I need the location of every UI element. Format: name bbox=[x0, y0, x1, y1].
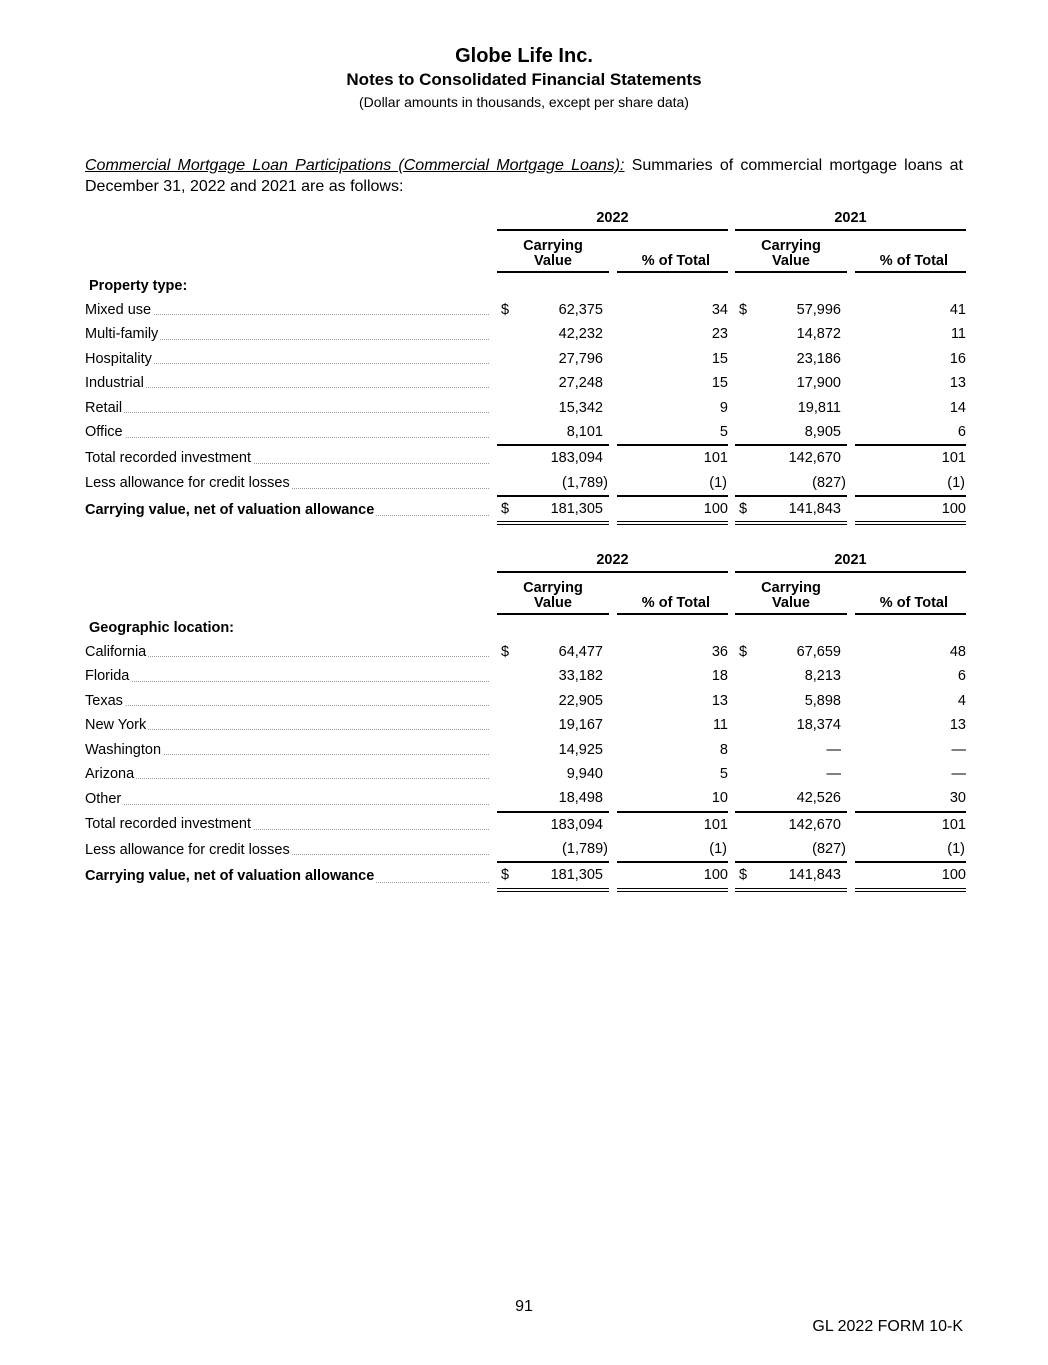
year-2022-header: 2022 bbox=[497, 206, 728, 230]
pct-total-header: % of Total bbox=[617, 572, 728, 614]
carrying-value-cell bbox=[735, 762, 847, 786]
percent-of-total: (1) bbox=[855, 471, 966, 496]
row-label: Retail bbox=[85, 395, 493, 419]
carrying-value-cell bbox=[735, 737, 847, 761]
carrying-value-cell bbox=[497, 471, 609, 496]
carrying-value-cell bbox=[735, 420, 847, 445]
carrying-value-cell bbox=[497, 862, 609, 889]
percent-of-total: 11 bbox=[950, 326, 966, 343]
percent-of-total: 10 bbox=[617, 786, 728, 811]
carrying-value: 62,375 bbox=[558, 301, 603, 318]
currency-symbol: $ bbox=[739, 501, 748, 518]
carrying-value: 27,248 bbox=[558, 375, 603, 392]
percent-of-total: 101 bbox=[703, 816, 728, 833]
table-row bbox=[85, 737, 966, 761]
net-row bbox=[85, 496, 966, 523]
carrying-value-cell bbox=[497, 837, 609, 862]
carrying-value-cell bbox=[497, 762, 609, 786]
percent-of-total: 36 bbox=[711, 643, 728, 660]
row-label: Total recorded investment bbox=[85, 812, 493, 837]
carrying-value-cell bbox=[735, 347, 847, 371]
currency-symbol: $ bbox=[739, 301, 748, 318]
currency-symbol: $ bbox=[739, 867, 748, 884]
form-label: GL 2022 FORM 10-K bbox=[812, 1318, 963, 1335]
carrying-value: 141,843 bbox=[788, 501, 841, 518]
geographic-location-table bbox=[85, 548, 966, 892]
carrying-value: (827) bbox=[812, 474, 846, 491]
percent-of-total: 23 bbox=[711, 326, 728, 343]
carrying-value-cell bbox=[497, 298, 609, 322]
row-label: Office bbox=[85, 420, 493, 445]
carrying-value-cell bbox=[497, 496, 609, 523]
percent-of-total: 101 bbox=[941, 816, 966, 833]
carrying-value: — bbox=[826, 765, 841, 782]
percent-of-total: 5 bbox=[719, 765, 728, 782]
carrying-value-cell bbox=[735, 689, 847, 713]
carrying-value-cell bbox=[497, 420, 609, 445]
carrying-value: 183,094 bbox=[550, 816, 603, 833]
percent-of-total: 6 bbox=[957, 668, 966, 685]
currency-symbol: $ bbox=[501, 301, 510, 318]
percent-of-total: 9 bbox=[719, 399, 728, 416]
carrying-value-header: Carrying Value bbox=[497, 230, 609, 272]
row-label: Arizona bbox=[85, 762, 493, 786]
table-row bbox=[85, 395, 966, 419]
year-header-row bbox=[85, 548, 966, 572]
carrying-value: 27,796 bbox=[558, 350, 603, 367]
carrying-value-cell bbox=[497, 322, 609, 346]
carrying-value: (827) bbox=[812, 841, 846, 858]
carrying-value-cell bbox=[735, 862, 847, 889]
row-label: Carrying value, net of valuation allowance bbox=[85, 496, 493, 523]
allowance-row bbox=[85, 837, 966, 862]
carrying-value-cell bbox=[497, 664, 609, 688]
intro-paragraph bbox=[85, 155, 963, 197]
carrying-value: 42,232 bbox=[558, 326, 603, 343]
row-label: Other bbox=[85, 786, 493, 811]
percent-of-total: 11 bbox=[712, 717, 728, 734]
percent-of-total: 101 bbox=[703, 450, 728, 467]
percent-of-total: (1) bbox=[617, 837, 728, 862]
section-label: Property type: bbox=[89, 277, 188, 294]
carrying-value: 18,498 bbox=[558, 790, 603, 807]
year-header-row bbox=[85, 206, 966, 230]
percent-of-total: 41 bbox=[949, 301, 966, 318]
carrying-value: (1,789) bbox=[562, 474, 608, 491]
carrying-value: 14,925 bbox=[558, 741, 603, 758]
total-row bbox=[85, 445, 966, 470]
allowance-row bbox=[85, 471, 966, 496]
company-name: Globe Life Inc. bbox=[455, 45, 593, 67]
carrying-value: 183,094 bbox=[550, 450, 603, 467]
table-row bbox=[85, 347, 966, 371]
page-subtitle: (Dollar amounts in thousands, except per share data) bbox=[359, 94, 689, 110]
carrying-value: 8,213 bbox=[804, 668, 841, 685]
percent-of-total: 48 bbox=[949, 643, 966, 660]
column-header-row bbox=[85, 572, 966, 614]
row-label: Mixed use bbox=[85, 298, 493, 322]
carrying-value: 17,900 bbox=[796, 375, 841, 392]
row-label: Washington bbox=[85, 737, 493, 761]
carrying-value: 42,526 bbox=[796, 790, 841, 807]
carrying-value: 19,167 bbox=[558, 717, 603, 734]
percent-of-total: 13 bbox=[711, 692, 728, 709]
section-header-row bbox=[85, 614, 966, 639]
year-2021-header: 2021 bbox=[735, 206, 966, 230]
percent-of-total: 100 bbox=[855, 496, 966, 523]
row-label: Multi-family bbox=[85, 322, 493, 346]
row-label: Texas bbox=[85, 689, 493, 713]
row-label: Industrial bbox=[85, 371, 493, 395]
carrying-value: — bbox=[826, 741, 841, 758]
percent-of-total: 30 bbox=[855, 786, 966, 811]
carrying-value-header: Carrying Value bbox=[497, 572, 609, 614]
table-row bbox=[85, 786, 966, 811]
carrying-value-cell bbox=[735, 322, 847, 346]
row-label: Total recorded investment bbox=[85, 445, 493, 470]
table-row bbox=[85, 298, 966, 322]
carrying-value-cell bbox=[735, 395, 847, 419]
carrying-value-cell bbox=[497, 786, 609, 811]
percent-of-total: — bbox=[951, 741, 966, 758]
carrying-value-cell bbox=[497, 689, 609, 713]
carrying-value-cell bbox=[735, 298, 847, 322]
carrying-value-cell bbox=[735, 371, 847, 395]
carrying-value-cell bbox=[735, 445, 847, 470]
property-type-table bbox=[85, 206, 966, 525]
carrying-value-cell bbox=[735, 837, 847, 862]
carrying-value: 142,670 bbox=[788, 816, 841, 833]
total-row bbox=[85, 812, 966, 837]
row-label: Carrying value, net of valuation allowance bbox=[85, 862, 493, 889]
percent-of-total: 5 bbox=[617, 420, 728, 445]
percent-of-total: — bbox=[951, 765, 966, 782]
carrying-value: 8,905 bbox=[804, 423, 841, 440]
page-number: 91 bbox=[515, 1298, 533, 1315]
carrying-value-cell bbox=[497, 640, 609, 664]
carrying-value-cell bbox=[735, 786, 847, 811]
table-row bbox=[85, 689, 966, 713]
table-row bbox=[85, 713, 966, 737]
row-label: Florida bbox=[85, 664, 493, 688]
year-2021-header: 2021 bbox=[735, 548, 966, 572]
carrying-value-cell bbox=[497, 737, 609, 761]
carrying-value: 64,477 bbox=[558, 643, 603, 660]
table-row bbox=[85, 640, 966, 664]
carrying-value-cell bbox=[497, 713, 609, 737]
carrying-value: 5,898 bbox=[804, 692, 841, 709]
percent-of-total: 6 bbox=[855, 420, 966, 445]
carrying-value: 8,101 bbox=[566, 423, 603, 440]
percent-of-total: 13 bbox=[949, 717, 966, 734]
percent-of-total: 100 bbox=[617, 862, 728, 889]
carrying-value: 19,811 bbox=[797, 399, 841, 416]
row-label: Less allowance for credit losses bbox=[85, 837, 493, 862]
table-row bbox=[85, 762, 966, 786]
percent-of-total: 16 bbox=[949, 350, 966, 367]
pct-total-header: % of Total bbox=[855, 230, 966, 272]
carrying-value-cell bbox=[497, 445, 609, 470]
carrying-value-cell bbox=[735, 496, 847, 523]
carrying-value: 18,374 bbox=[796, 717, 841, 734]
table-row bbox=[85, 664, 966, 688]
percent-of-total: (1) bbox=[617, 471, 728, 496]
currency-symbol: $ bbox=[501, 643, 510, 660]
section-header-row bbox=[85, 272, 966, 297]
carrying-value-header: Carrying Value bbox=[735, 230, 847, 272]
percent-of-total: 4 bbox=[957, 692, 966, 709]
carrying-value-cell bbox=[497, 347, 609, 371]
percent-of-total: (1) bbox=[855, 837, 966, 862]
percent-of-total: 18 bbox=[711, 668, 728, 685]
table-row bbox=[85, 322, 966, 346]
intro-lead: Commercial Mortgage Loan Participations (Commercial Mortgage Loans): bbox=[85, 157, 625, 174]
carrying-value: 15,342 bbox=[558, 399, 603, 416]
currency-symbol: $ bbox=[501, 501, 510, 518]
pct-total-header: % of Total bbox=[617, 230, 728, 272]
carrying-value: 23,186 bbox=[796, 350, 841, 367]
percent-of-total: 100 bbox=[617, 496, 728, 523]
percent-of-total: 100 bbox=[855, 862, 966, 889]
currency-symbol: $ bbox=[739, 643, 748, 660]
carrying-value-header: Carrying Value bbox=[735, 572, 847, 614]
carrying-value-cell bbox=[497, 371, 609, 395]
carrying-value: 181,305 bbox=[550, 501, 603, 518]
percent-of-total: 8 bbox=[719, 741, 728, 758]
percent-of-total: 15 bbox=[711, 375, 728, 392]
row-label: Hospitality bbox=[85, 347, 493, 371]
pct-total-header: % of Total bbox=[855, 572, 966, 614]
section-label: Geographic location: bbox=[89, 619, 235, 636]
percent-of-total: 101 bbox=[941, 450, 966, 467]
currency-symbol: $ bbox=[501, 867, 510, 884]
carrying-value: (1,789) bbox=[562, 841, 608, 858]
percent-of-total: 14 bbox=[949, 399, 966, 416]
table-row bbox=[85, 371, 966, 395]
carrying-value-cell bbox=[735, 664, 847, 688]
percent-of-total: 15 bbox=[711, 350, 728, 367]
carrying-value: 67,659 bbox=[796, 643, 841, 660]
carrying-value-cell bbox=[497, 812, 609, 837]
carrying-value-cell bbox=[735, 640, 847, 664]
net-row bbox=[85, 862, 966, 889]
carrying-value: 33,182 bbox=[558, 668, 603, 685]
carrying-value: 57,996 bbox=[796, 301, 841, 318]
carrying-value-cell bbox=[497, 395, 609, 419]
percent-of-total: 34 bbox=[711, 301, 728, 318]
carrying-value-cell bbox=[735, 471, 847, 496]
carrying-value: 22,905 bbox=[558, 692, 603, 709]
carrying-value: 142,670 bbox=[788, 450, 841, 467]
carrying-value: 181,305 bbox=[550, 867, 603, 884]
row-label: New York bbox=[85, 713, 493, 737]
column-header-row bbox=[85, 230, 966, 272]
page-title: Notes to Consolidated Financial Statements bbox=[346, 70, 702, 89]
row-label: Less allowance for credit losses bbox=[85, 471, 493, 496]
year-2022-header: 2022 bbox=[497, 548, 728, 572]
carrying-value-cell bbox=[735, 812, 847, 837]
row-label: California bbox=[85, 640, 493, 664]
carrying-value-cell bbox=[735, 713, 847, 737]
table-row bbox=[85, 420, 966, 445]
intro-text: Summaries of commercial mortgage loans at December 31, 2022 and 2021 are as follows: bbox=[85, 157, 963, 195]
percent-of-total: 13 bbox=[949, 375, 966, 392]
carrying-value: 9,940 bbox=[566, 765, 603, 782]
carrying-value: 14,872 bbox=[796, 326, 841, 343]
carrying-value: 141,843 bbox=[788, 867, 841, 884]
